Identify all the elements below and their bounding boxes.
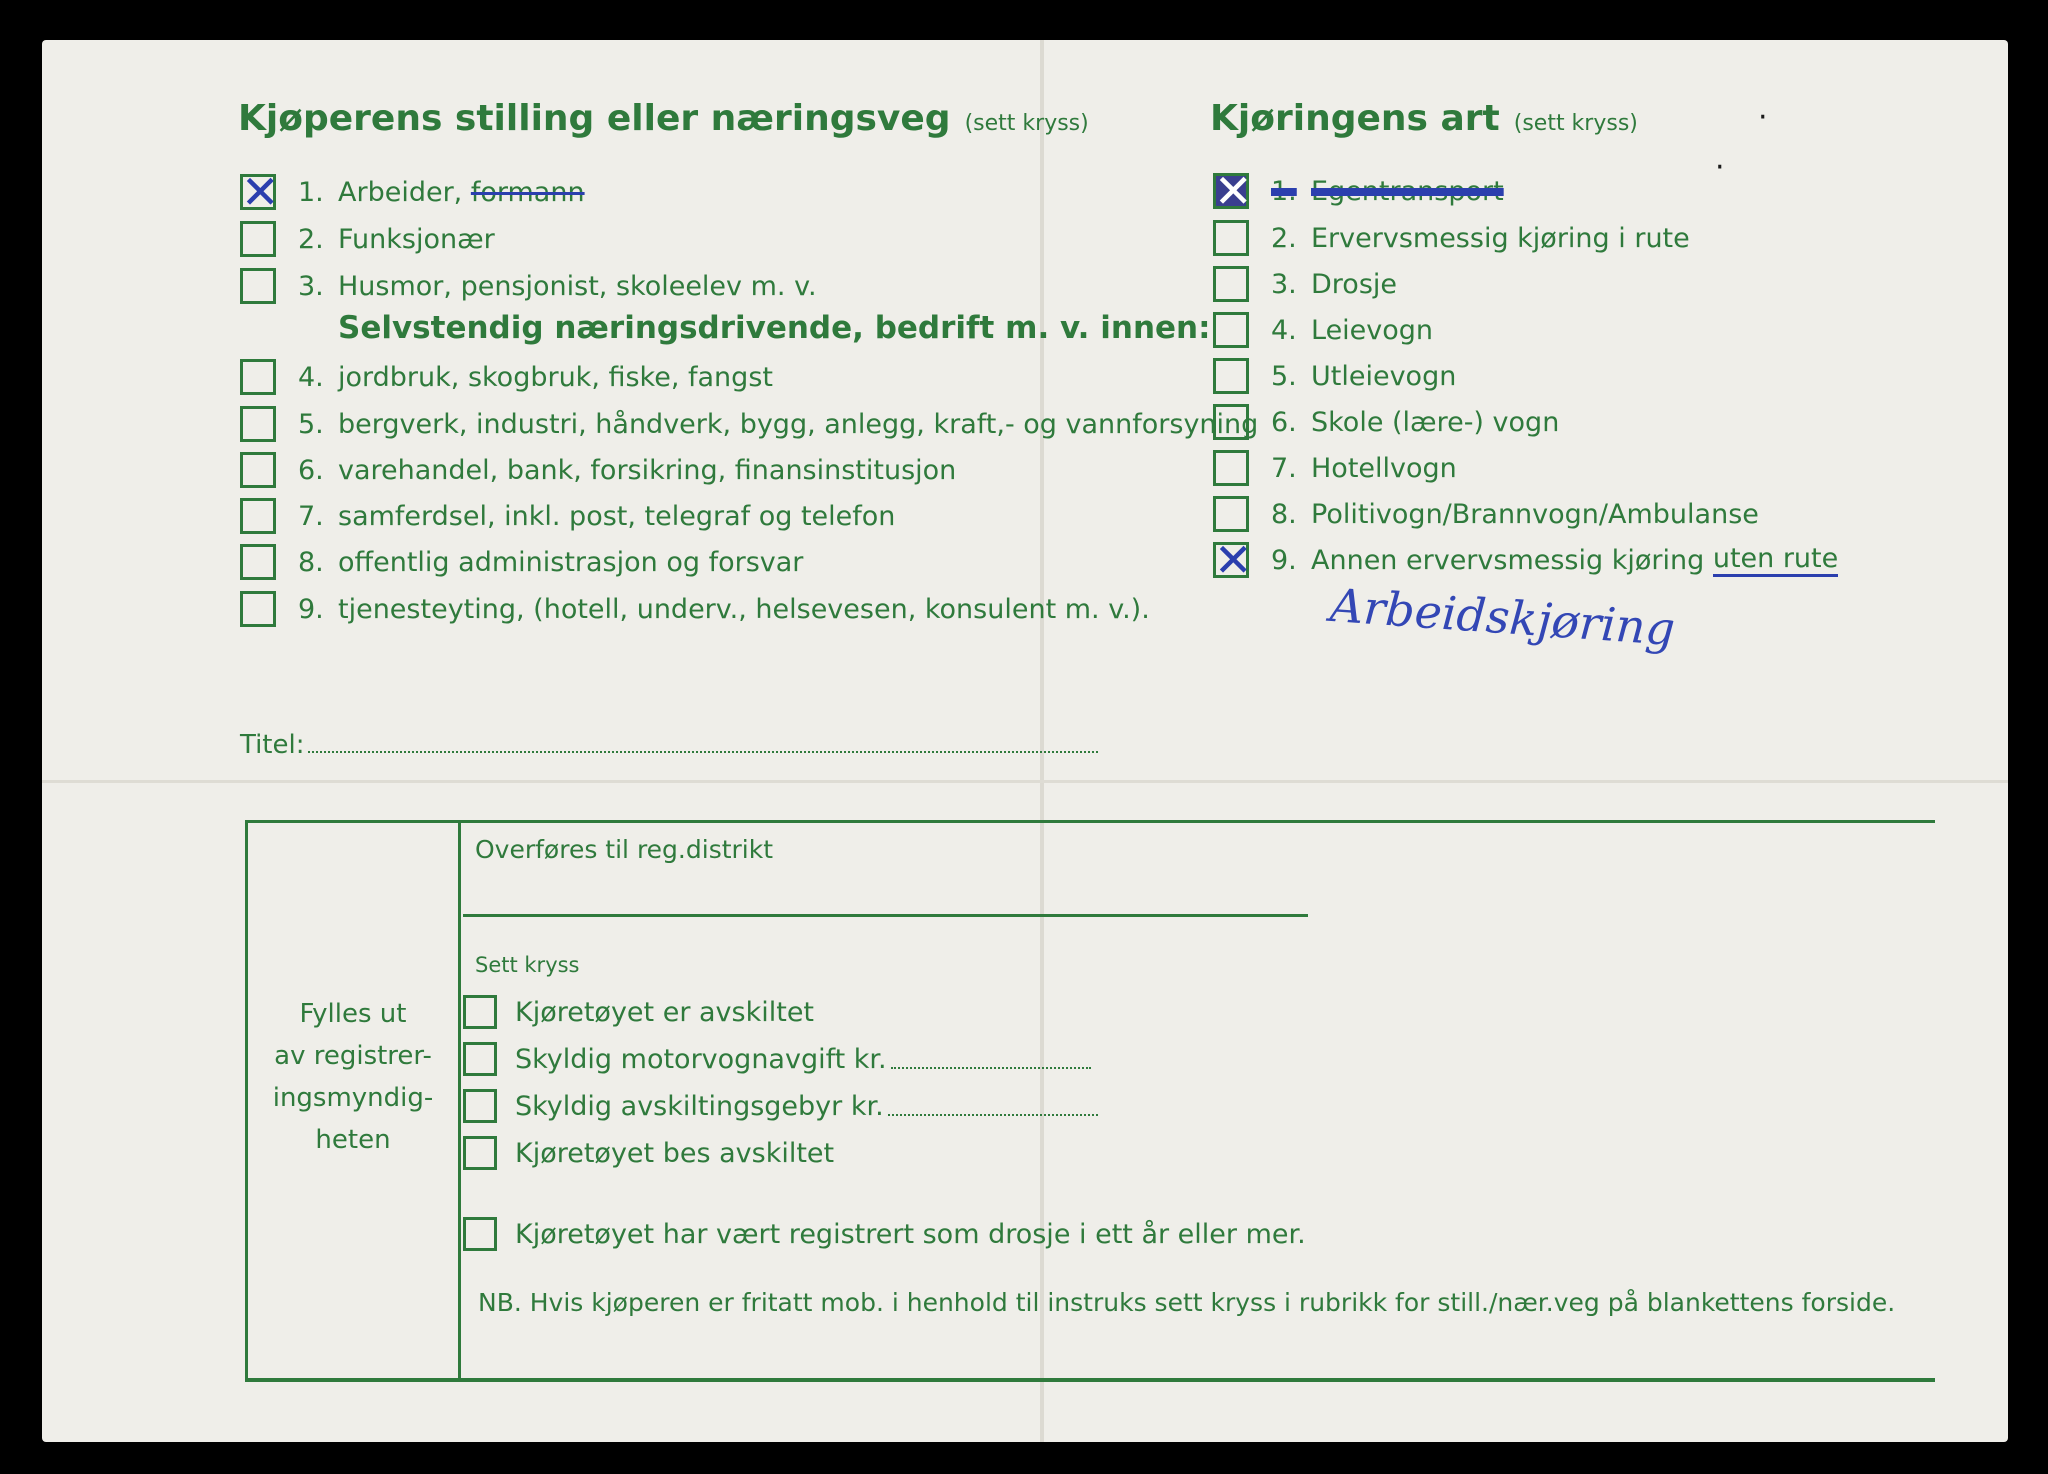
sett-kryss-label: Sett kryss [475, 953, 580, 977]
occupation-option-3[interactable] [240, 266, 817, 306]
option-label: bergverk, industri, håndverk, bygg, anlegg, kraft,- og vannforsyning [338, 408, 1259, 440]
option-label: Utleievogn [1311, 360, 1457, 392]
handwritten-note: Arbeidskjøring [1328, 578, 1677, 656]
reg-checkbox[interactable] [463, 1089, 497, 1123]
reg-option-taxi-registered[interactable] [463, 1216, 1306, 1252]
ink-speck: · [1758, 100, 1768, 135]
reg-checkbox[interactable] [463, 1042, 497, 1076]
underlined-option-text: uten rute [1713, 543, 1838, 577]
driving-type-heading-note: (sett kryss) [1513, 111, 1638, 136]
amount-dotted-line [888, 1096, 1098, 1116]
fold-crease-horizontal [42, 780, 2008, 783]
driving-option-8[interactable] [1213, 494, 1759, 534]
struck-option-text: Egentransport [1311, 175, 1504, 207]
occupation-option-6[interactable] [240, 450, 956, 490]
option-number: 9. [298, 593, 324, 625]
reg-option-label: Skyldig motorvognavgift kr. [515, 1043, 887, 1075]
driving-option-3[interactable] [1213, 264, 1397, 304]
driving-type-heading-text: Kjøringens art [1210, 98, 1500, 139]
transfer-label: Overføres til reg.distrikt [475, 835, 774, 864]
occupation-option-9[interactable] [240, 589, 1150, 629]
reg-checkbox[interactable] [463, 1136, 497, 1170]
title-dotted-line [308, 751, 1098, 753]
driving-checkbox-6[interactable] [1213, 404, 1249, 440]
driving-checkbox-4[interactable] [1213, 312, 1249, 348]
buyer-occupation-heading-text: Kjøperens stilling eller næringsveg [238, 98, 951, 139]
option-number: 2. [298, 223, 324, 255]
ink-speck: · [1715, 150, 1725, 185]
side-label-line: av registrer- [274, 1041, 432, 1071]
registration-authority-box [245, 820, 1935, 1382]
occupation-checkbox-9[interactable] [240, 591, 276, 627]
option-number: 8. [298, 546, 324, 578]
checked-x-mark: ✕ [241, 165, 280, 219]
occupation-checkbox-8[interactable] [240, 544, 276, 580]
reg-option-label: Skyldig avskiltingsgebyr kr. [515, 1090, 884, 1122]
reg-option-deregistered[interactable] [463, 994, 814, 1030]
driving-checkbox-7[interactable] [1213, 450, 1249, 486]
option-number: 4. [1271, 314, 1297, 346]
option-number: 7. [298, 500, 324, 532]
option-number: 4. [298, 361, 324, 393]
option-label: Drosje [1311, 268, 1397, 300]
occupation-option-8[interactable] [240, 542, 803, 582]
reg-option-label: Kjøretøyet bes avskiltet [515, 1137, 835, 1169]
option-label: Ervervsmessig kjøring i rute [1311, 222, 1690, 254]
checked-x-mark: ✕ [1214, 533, 1253, 587]
reg-checkbox[interactable] [463, 1217, 497, 1251]
registration-side-label [248, 993, 458, 1161]
driving-option-5[interactable] [1213, 356, 1456, 396]
option-label: varehandel, bank, forsikring, finansinstitusjon [338, 454, 957, 486]
option-number: 9. [1271, 544, 1297, 576]
transfer-field-line[interactable] [463, 914, 1308, 917]
amount-dotted-line [891, 1049, 1091, 1069]
occupation-option-2[interactable] [240, 219, 495, 259]
buyer-occupation-heading-note: (sett kryss) [964, 111, 1089, 136]
occupation-checkbox-3[interactable] [240, 268, 276, 304]
option-number: 1. [298, 176, 324, 208]
driving-option-4[interactable] [1213, 310, 1433, 350]
option-label: Skole (lære-) vogn [1311, 406, 1560, 438]
occupation-checkbox-2[interactable] [240, 221, 276, 257]
occupation-checkbox-4[interactable] [240, 359, 276, 395]
buyer-occupation-heading [238, 98, 1089, 139]
option-number: 6. [298, 454, 324, 486]
occupation-option-7[interactable] [240, 496, 895, 536]
option-label: Politivogn/Brannvogn/Ambulanse [1311, 498, 1759, 530]
side-label-line: ingsmyndig- [272, 1083, 434, 1113]
side-label-line: heten [315, 1125, 391, 1155]
title-field[interactable] [240, 730, 1098, 760]
option-number: 5. [1271, 360, 1297, 392]
option-label: Arbeider, [338, 176, 463, 208]
option-number: 7. [1271, 452, 1297, 484]
option-label: Husmor, pensjonist, skoleelev m. v. [338, 270, 817, 302]
occupation-checkbox-1[interactable] [240, 165, 280, 219]
option-number: 5. [298, 408, 324, 440]
struck-option-text: formann [470, 176, 585, 208]
option-number: 3. [298, 270, 324, 302]
option-label: tjenesteyting, (hotell, underv., helsevesen, konsulent m. v.). [338, 593, 1150, 625]
occupation-checkbox-7[interactable] [240, 498, 276, 534]
occupation-checkbox-5[interactable] [240, 406, 276, 442]
occupation-checkbox-6[interactable] [240, 452, 276, 488]
option-label: Annen ervervsmessig kjøring [1311, 544, 1705, 576]
driving-checkbox-1[interactable] [1213, 164, 1253, 218]
self-employed-subheading: Selvstendig næringsdrivende, bedrift m. v. innen: [338, 310, 1211, 346]
option-number: 2. [1271, 222, 1297, 254]
driving-option-1[interactable] [1213, 164, 1504, 218]
occupation-option-5[interactable] [240, 404, 1258, 444]
option-label: jordbruk, skogbruk, fiske, fangst [338, 361, 773, 393]
driving-checkbox-2[interactable] [1213, 220, 1249, 256]
driving-option-2[interactable] [1213, 218, 1690, 258]
occupation-option-1[interactable] [240, 165, 585, 219]
occupation-option-4[interactable] [240, 357, 773, 397]
reg-option-request-deregistration[interactable] [463, 1135, 834, 1171]
driving-option-9[interactable] [1213, 533, 1839, 587]
reg-option-label: Kjøretøyet har vært registrert som drosje i ett år eller mer. [515, 1218, 1306, 1250]
reg-option-deregistration-fee[interactable] [463, 1088, 1098, 1124]
option-number: 1. [1271, 175, 1297, 207]
option-label: Leievogn [1311, 314, 1434, 346]
option-label: samferdsel, inkl. post, telegraf og telefon [338, 500, 896, 532]
reg-option-label: Kjøretøyet er avskiltet [515, 996, 815, 1028]
driving-checkbox-9[interactable] [1213, 533, 1253, 587]
driving-checkbox-8[interactable] [1213, 496, 1249, 532]
reg-option-vehicle-tax[interactable] [463, 1041, 1091, 1077]
driving-option-7[interactable] [1213, 448, 1457, 488]
option-label: Hotellvogn [1311, 452, 1457, 484]
option-label: Funksjonær [338, 223, 495, 255]
checked-x-mark: ✕ [1214, 164, 1253, 218]
title-label: Titel: [240, 730, 305, 760]
side-label-line: Fylles ut [299, 999, 407, 1029]
option-label: offentlig administrasjon og forsvar [338, 546, 804, 578]
nb-note: NB. Hvis kjøperen er fritatt mob. i henhold til instruks sett kryss i rubrikk for still./nær.veg på blankettens forside. [478, 1288, 1896, 1317]
driving-option-6[interactable] [1213, 402, 1559, 442]
option-number: 3. [1271, 268, 1297, 300]
reg-checkbox[interactable] [463, 995, 497, 1029]
driving-checkbox-5[interactable] [1213, 358, 1249, 394]
driving-checkbox-3[interactable] [1213, 266, 1249, 302]
driving-type-heading [1210, 98, 1638, 139]
option-number: 8. [1271, 498, 1297, 530]
option-number: 6. [1271, 406, 1297, 438]
box-divider [458, 823, 461, 1378]
